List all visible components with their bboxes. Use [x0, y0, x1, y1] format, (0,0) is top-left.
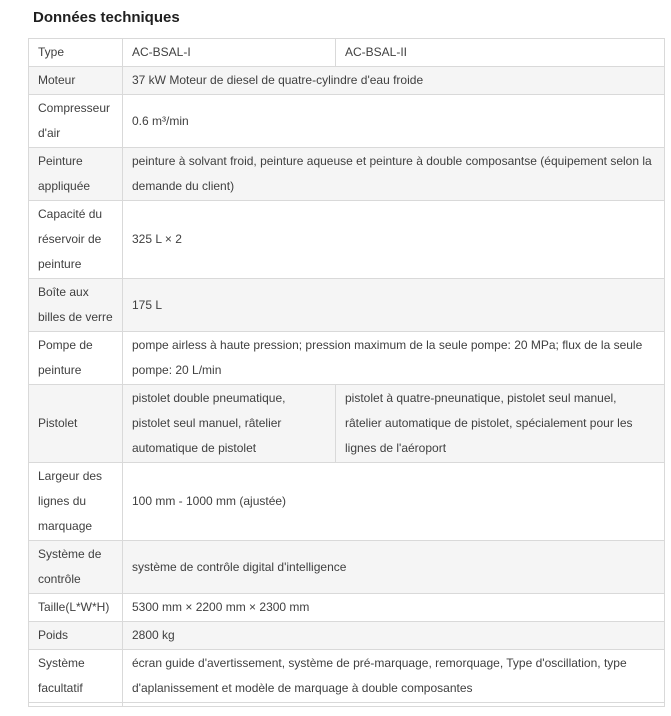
row-value: pompe airless à haute pression; pression maximum de la seule pompe: 20 MPa; flux de la seule pompe: 20 L/min	[123, 332, 665, 385]
row-label: Taille(L*W*H)	[29, 594, 123, 622]
row-value: peinture à solvant froid, peinture aqueuse et peinture à double composantse (équipement selon la demande du client)	[123, 148, 665, 201]
row-value: pistolet à quatre-pneunatique, pistolet seul manuel, râtelier automatique de pistolet, spécialement pour les lignes de l'aéroport	[336, 385, 665, 463]
table-row	[29, 594, 665, 622]
table-row-clipped	[29, 703, 665, 707]
table-row	[29, 463, 665, 541]
table-row	[29, 201, 665, 279]
row-label: Poids	[29, 622, 123, 650]
row-value: 0.6 m³/min	[123, 95, 665, 148]
table-row	[29, 385, 665, 463]
row-value: système de contrôle digital d'intelligence	[123, 541, 665, 594]
row-value: 100 mm - 1000 mm (ajustée)	[123, 463, 665, 541]
row-label: Système facultatif	[29, 650, 123, 703]
row-label: Moteur	[29, 67, 123, 95]
row-label: Boîte aux billes de verre	[29, 279, 123, 332]
row-label: Largeur des lignes du marquage	[29, 463, 123, 541]
row-label: Compresseur d'air	[29, 95, 123, 148]
table-row	[29, 67, 665, 95]
row-value: écran guide d'avertissement, système de pré-marquage, remorquage, Type d'oscillation, type d'aplanissement et modèle de marquage à double composantes	[123, 650, 665, 703]
row-value: 325 L × 2	[123, 201, 665, 279]
row-value: 37 kW Moteur de diesel de quatre-cylindre d'eau froide	[123, 67, 665, 95]
row-label: Capacité du réservoir de peinture	[29, 201, 123, 279]
table-row	[29, 148, 665, 201]
row-label	[29, 703, 123, 707]
row-value: 2800 kg	[123, 622, 665, 650]
spec-table	[28, 38, 665, 707]
table-row	[29, 279, 665, 332]
row-value: AC-BSAL-I	[123, 39, 336, 67]
row-label: Type	[29, 39, 123, 67]
table-row	[29, 332, 665, 385]
table-row	[29, 541, 665, 594]
table-row	[29, 622, 665, 650]
row-value: 5300 mm × 2200 mm × 2300 mm	[123, 594, 665, 622]
row-label: Pistolet	[29, 385, 123, 463]
table-row	[29, 95, 665, 148]
table-row	[29, 650, 665, 703]
table-row	[29, 39, 665, 67]
row-label: Pompe de peinture	[29, 332, 123, 385]
row-value: pistolet double pneumatique, pistolet seul manuel, râtelier automatique de pistolet	[123, 385, 336, 463]
row-label: Peinture appliquée	[29, 148, 123, 201]
row-value: AC-BSAL-II	[336, 39, 665, 67]
row-value: 175 L	[123, 279, 665, 332]
row-value	[123, 703, 665, 707]
page-container	[0, 8, 671, 707]
row-label: Système de contrôle	[29, 541, 123, 594]
page-title: Données techniques	[33, 9, 180, 26]
